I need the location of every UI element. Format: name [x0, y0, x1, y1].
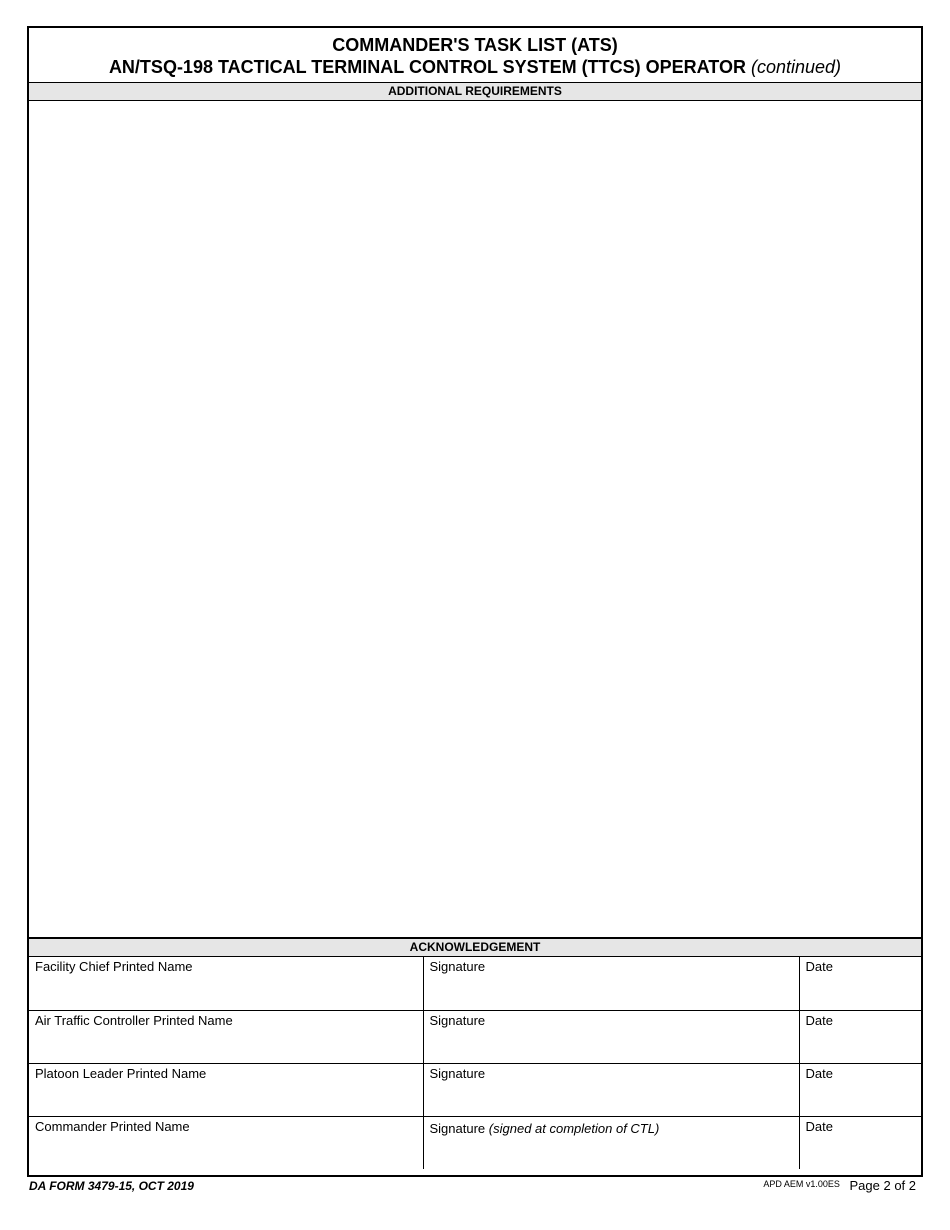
- form: [27, 26, 923, 1177]
- acknowledgement-header: ACKNOWLEDGEMENT: [29, 939, 921, 957]
- form-subtitle: AN/TSQ-198 TACTICAL TERMINAL CONTROL SYSTEM (TTCS) OPERATOR: [108, 57, 746, 77]
- form-number: DA FORM 3479-15, OCT 2019: [29, 1179, 194, 1193]
- form-title-block: [29, 28, 921, 83]
- ack-row-platoon-leader: [29, 1063, 923, 1116]
- ack-row-commander: [29, 1116, 923, 1169]
- ack-row-facility-chief: [29, 957, 923, 1010]
- atc-signature-field[interactable]: [423, 1010, 799, 1063]
- acknowledgement-table: [29, 957, 923, 1169]
- form-subtitle-line: [29, 56, 921, 78]
- additional-requirements-field[interactable]: [29, 101, 921, 939]
- field-label: Facility Chief Printed Name: [35, 959, 193, 974]
- version-label: APD AEM v1.00ES: [763, 1179, 840, 1189]
- facility-chief-name-field[interactable]: [29, 957, 423, 1010]
- page-number: Page 2 of 2: [849, 1178, 916, 1193]
- commander-signature-field[interactable]: [423, 1116, 799, 1169]
- atc-date-field[interactable]: [799, 1010, 923, 1063]
- field-label: Commander Printed Name: [35, 1118, 190, 1134]
- form-subtitle-suffix: (continued): [750, 57, 842, 77]
- additional-requirements-header: ADDITIONAL REQUIREMENTS: [29, 83, 921, 101]
- field-label: Date: [805, 959, 833, 974]
- footer-right: [763, 1178, 916, 1193]
- field-label: [430, 1117, 660, 1136]
- commander-date-field[interactable]: [799, 1116, 923, 1169]
- platoon-leader-name-field[interactable]: [29, 1063, 423, 1116]
- field-label: Air Traffic Controller Printed Name: [35, 1012, 233, 1028]
- signature-note: (signed at completion of CTL): [488, 1120, 660, 1136]
- field-label: Date: [805, 1065, 833, 1081]
- commander-name-field[interactable]: [29, 1116, 423, 1169]
- facility-chief-date-field[interactable]: [799, 957, 923, 1010]
- field-label: Signature: [429, 1012, 486, 1028]
- form-title: COMMANDER'S TASK LIST (ATS): [332, 35, 618, 55]
- field-label: Platoon Leader Printed Name: [35, 1065, 207, 1081]
- atc-name-field[interactable]: [29, 1010, 423, 1063]
- platoon-leader-signature-field[interactable]: [423, 1063, 799, 1116]
- signature-label: Signature: [429, 1120, 486, 1136]
- platoon-leader-date-field[interactable]: [799, 1063, 923, 1116]
- field-label: Signature: [429, 1065, 486, 1081]
- facility-chief-signature-field[interactable]: [423, 957, 799, 1010]
- field-label: Signature: [429, 959, 486, 974]
- ack-row-air-traffic-controller: [29, 1010, 923, 1063]
- field-label: Date: [805, 1012, 833, 1028]
- field-label: Date: [805, 1118, 833, 1134]
